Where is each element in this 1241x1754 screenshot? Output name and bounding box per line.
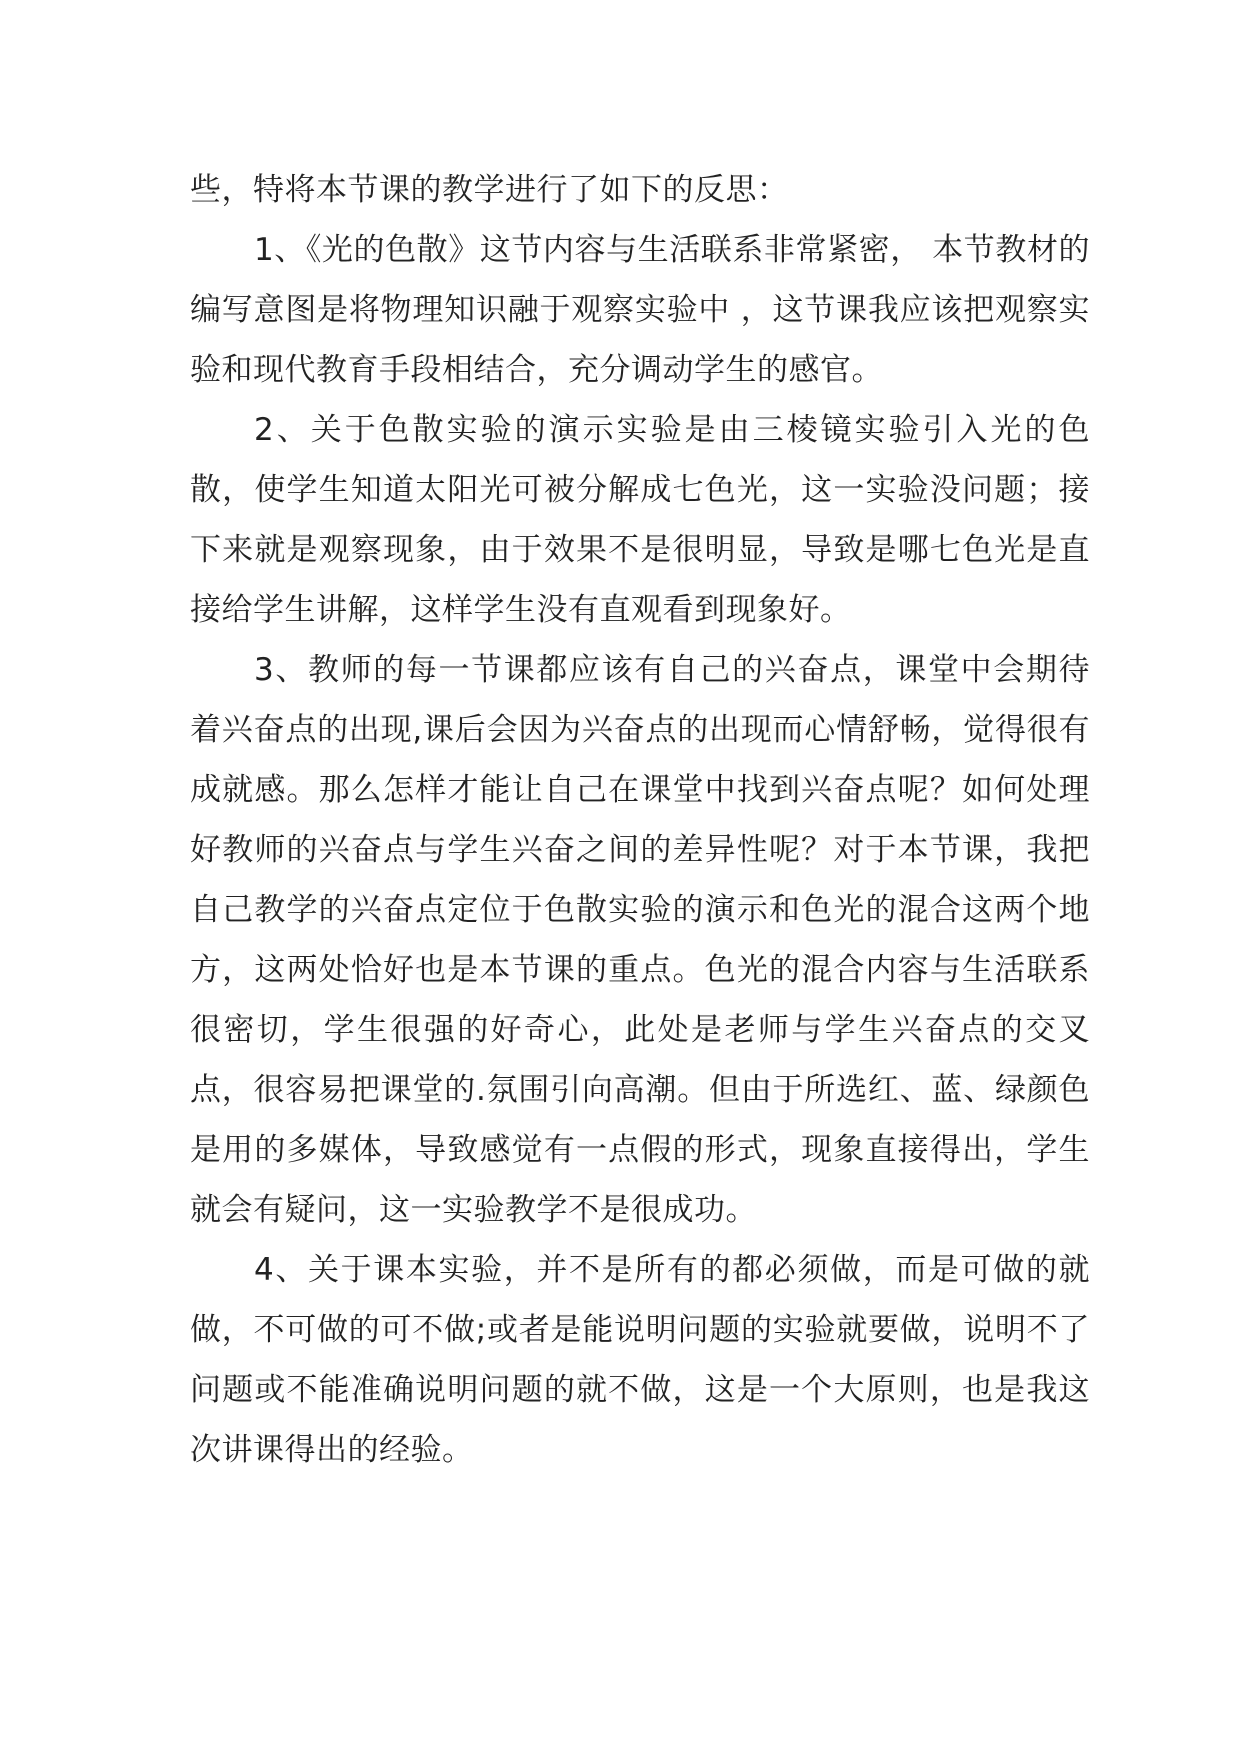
- paragraph-point-4: 4、关于课本实验，并不是所有的都必须做，而是可做的就做，不可做的可不做;或者是能说明问题的实验就要做，说明不了问题或不能准确说明问题的就不做，这是一个大原则，也是我这次讲课得出的经验。: [190, 1252, 1090, 1468]
- paragraph-continuation: 些，特将本节课的教学进行了如下的反思：: [190, 172, 789, 208]
- document-body: [190, 160, 1090, 1480]
- paragraph-point-1: 1、《光的色散》这节内容与生活联系非常紧密， 本节教材的编写意图是将物理知识融于观察实验中 ，这节课我应该把观察实验和现代教育手段相结合，充分调动学生的感官。: [190, 232, 1090, 388]
- paragraph-point-2: 2、关于色散实验的演示实验是由三棱镜实验引入光的色散，使学生知道太阳光可被分解成七色光，这一实验没问题；接下来就是观察现象，由于效果不是很明显，导致是哪七色光是直接给学生讲解，这样学生没有直观看到现象好。: [190, 412, 1090, 628]
- paragraph-point-3: 3、教师的每一节课都应该有自己的兴奋点，课堂中会期待着兴奋点的出现,课后会因为兴奋点的出现而心情舒畅，觉得很有成就感。那么怎样才能让自己在课堂中找到兴奋点呢？如何处理好教师的兴奋点与学生兴奋之间的差异性呢？对于本节课，我把自己教学的兴奋点定位于色散实验的演示和色光的混合这两个地方，这两处恰好也是本节课的重点。色光的混合内容与生活联系很密切，学生很强的好奇心，此处是老师与学生兴奋点的交叉点，很容易把课堂的.氛围引向高潮。但由于所选红、蓝、绿颜色是用的多媒体，导致感觉有一点假的形式，现象直接得出，学生就会有疑问，这一实验教学不是很成功。: [190, 652, 1090, 1228]
